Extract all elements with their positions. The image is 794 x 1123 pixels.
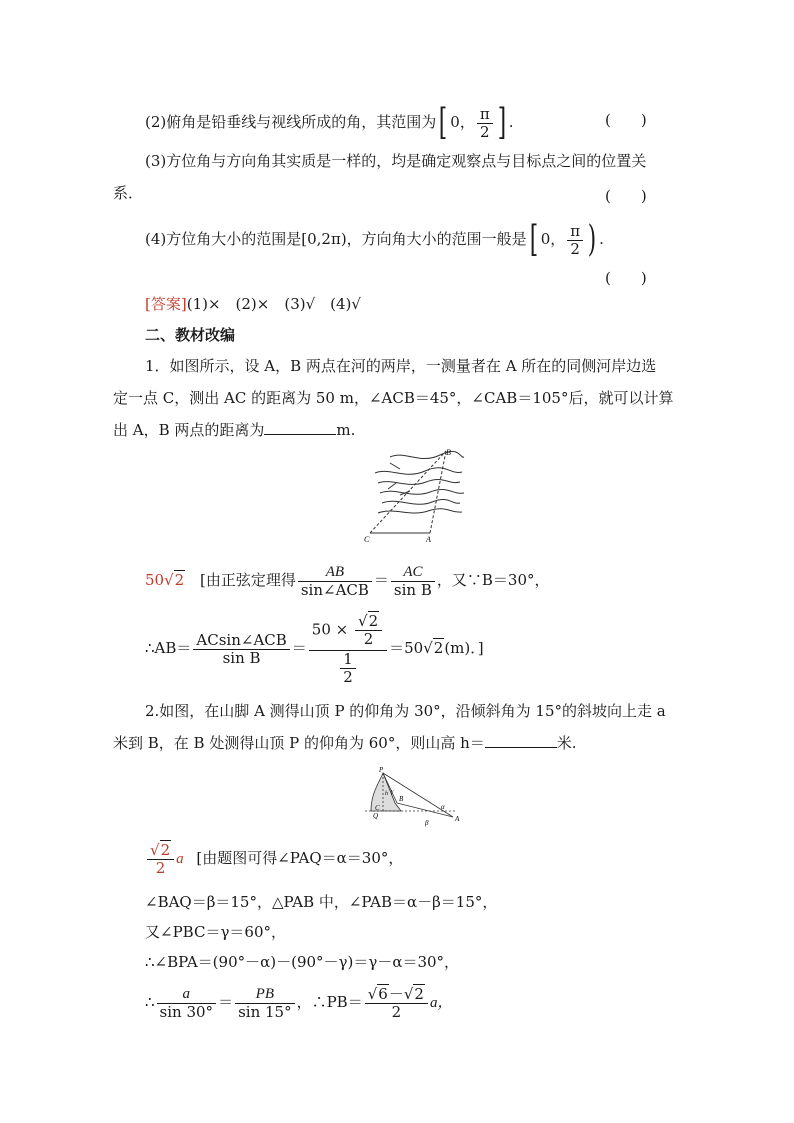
sqrt: √2 [164,571,185,589]
complex-num [309,613,387,651]
frac-num: PB [235,986,295,1004]
pi-over-2 [477,106,493,141]
frac-num: π [477,106,493,124]
frac-den: sin B [222,648,261,667]
answer-blank-1[interactable] [264,420,336,435]
river-figure [360,445,470,545]
label-alpha: α [441,803,445,811]
label-c: C [375,804,380,812]
one-half [340,651,356,686]
frac-den: 2 [363,629,374,648]
frac-num: a [157,986,217,1004]
solution-2-value [145,840,184,877]
frac-num: √2 [147,842,174,860]
label-a: A [455,815,460,823]
answer-text: (1)× (2)× (3)√ (4)√ [186,295,361,313]
result-coef: ＝50 [389,639,424,657]
frac-num: 1 [340,651,356,669]
left-bracket: [ [529,219,538,260]
unit: m. [336,421,356,439]
label-p: P [379,766,384,774]
answer-label: [答案] [145,295,187,313]
item-4 [145,219,604,260]
interval-open: 0， [450,113,475,131]
line2-text: 米到 B，在 B 处测得山顶 P 的仰角为 60°，则山高 h＝ [113,734,485,752]
problem-1-line2: 定一点 C，测出 AC 的距离为 50 m，∠ACB＝45°，∠CAB＝105°后，就可以计算 [113,389,674,407]
lead: [由正弦定理得 [199,571,296,589]
radicand: 2 [174,571,185,589]
right-paren: ) [587,219,597,260]
problem-1-line3 [113,420,355,440]
coef: 50 [145,571,165,589]
solution-2-line4: ∴∠BPA＝(90°－α)－(90°－γ)＝γ－α＝30°， [145,953,460,971]
frac-den: sin B [393,580,432,599]
item-2 [145,102,514,143]
minus: － [388,984,404,1003]
item-3-line1: (3)方位角与方向角其实质是一样的，均是确定观察点与目标点之间的位置关 [145,152,647,170]
answer-blank-2[interactable] [485,733,557,748]
problem-2-line1: 2.如图，在山脚 A 测得山顶 P 的仰角为 30°，沿倾斜角为 15°的斜坡向上走 a [145,702,666,720]
eq: ＝ [218,993,234,1011]
answer-paren-2[interactable]: ( ) [605,111,647,129]
problem-2-line2 [113,733,577,753]
solution-2-line3: 又∠PBC＝γ＝60°， [145,923,286,941]
problem-1-line1: 1．如图所示，设 A，B 两点在河的两岸，一测量者在 A 所在的同侧河岸边选 [145,357,657,375]
lead: ∴AB＝ [145,639,192,657]
item-2-text: (2)俯角是铅垂线与视线所成的角，其范围为 [145,113,437,131]
unit: 米. [556,734,577,752]
sqrt2-over-2 [147,842,174,877]
frac-den: sin 15° [238,1002,292,1021]
solution-1-line2 [145,603,484,693]
radicand: 2 [160,840,171,859]
tail: (m)．] [444,639,484,657]
answer-paren-4[interactable]: ( ) [605,269,647,287]
solution-2-line5 [145,980,452,1025]
frac-pb-sin15 [235,986,295,1021]
solution-2-line1 [145,838,403,879]
interval-open: 0， [540,230,566,248]
frac-num: AB [298,564,372,582]
pi-over-2 [567,223,583,258]
tail: a， [429,995,453,1011]
radicand: 2 [368,611,379,630]
frac-acsin-sinb [193,632,289,667]
answer-line [145,294,361,314]
label-gamma: γ [391,789,394,795]
radicand: 2 [433,639,444,657]
sqrt: √2 [423,639,444,657]
tail: . [599,230,604,248]
frac-den: 2 [391,1002,402,1021]
mid: ，∴PB＝ [296,993,363,1011]
mountain-figure [365,763,465,828]
label-c: C [364,535,370,544]
frac-a-sin30 [157,986,217,1021]
solution-2-line2: ∠BAQ＝β＝15°，△PAB 中，∠PAB＝α－β＝15°， [145,893,498,911]
complex-fraction [309,613,387,686]
label-h: h [385,791,388,797]
frac-num: √6－√2 [365,986,428,1004]
radicand-b: 2 [414,984,424,1003]
frac-den: 2 [343,667,353,686]
label-beta: β [425,819,429,827]
l1: [由题图可得∠PAQ＝α＝30°， [196,849,404,867]
eq: ＝ [373,571,389,589]
left-bracket: [ [439,102,448,143]
frac-num: π [567,223,583,241]
answer-paren-3[interactable]: ( ) [605,187,647,205]
solution-1-value [145,571,185,589]
frac-ac-sinb [391,564,435,599]
lead: ∴ [145,993,155,1011]
frac-sqrt6-minus-sqrt2 [365,986,428,1021]
item-3-line2: 系． [113,184,144,202]
frac-den: sin 30° [159,1002,214,1021]
section-title: 二、教材改编 [145,326,236,344]
frac-num: AC [391,564,435,582]
frac-num: ACsin∠ACB [193,632,289,650]
frac-den: sin∠ACB [300,580,369,599]
frac-den: 2 [155,858,166,877]
sqrt2-over-2 [355,613,382,648]
frac-num: √2 [355,613,382,631]
label-a: A [426,535,431,544]
eq: ＝ [291,639,307,657]
label-q: Q [373,812,379,820]
label-b: B [399,795,404,803]
after: ，又∵B＝30°， [436,571,550,589]
item-4-text: (4)方位角大小的范围是[0,2π)，方向角大小的范围一般是 [145,230,527,248]
solution-1-line1 [145,560,550,600]
radicand-a: 6 [378,984,388,1003]
line3-text: 出 A，B 两点的距离为 [113,421,265,439]
tail: . [508,113,514,131]
coef: 50 × [311,620,349,638]
label-b: B [446,448,451,457]
frac-ab-sinacb [298,564,372,599]
frac-den: 2 [570,239,580,258]
frac-den: 2 [480,122,490,141]
right-bracket: ] [497,102,506,143]
var: a [176,851,184,867]
complex-den [309,651,387,686]
